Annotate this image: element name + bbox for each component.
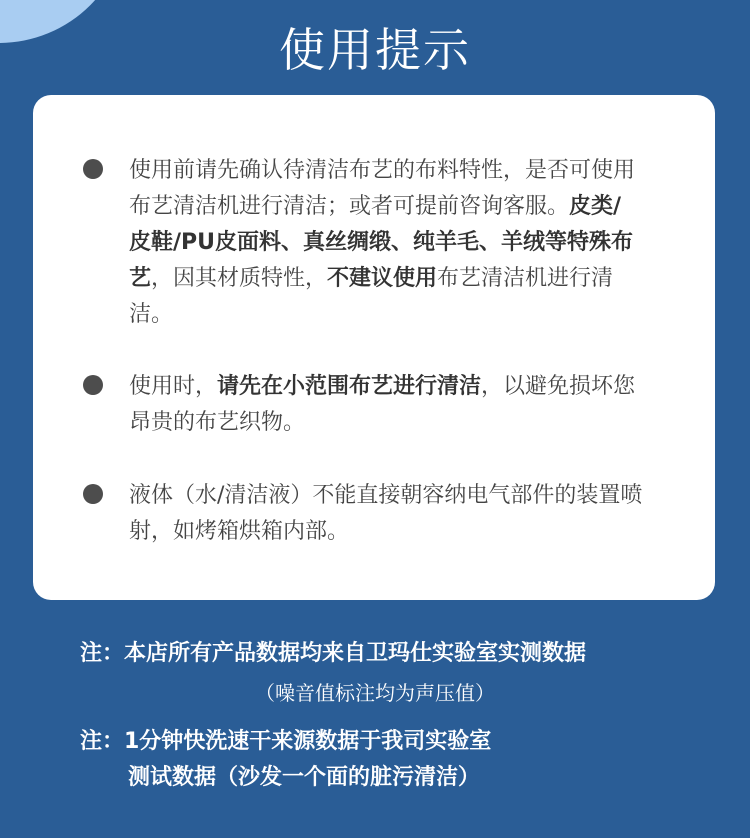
- tip-text-part: 液体（水/清洁液）不能直接朝容纳电气部件的装置喷射，如烤箱烘箱内部。: [129, 483, 643, 544]
- tip-text-bold: 皮类/皮鞋/PU皮面料、真丝绸缎、纯羊毛、羊绒等特殊布艺: [129, 194, 634, 291]
- tip-text-part: ，因其材质特性，: [151, 266, 328, 291]
- bullet-icon: [83, 375, 103, 395]
- tips-card: [33, 95, 715, 600]
- tip-text-part: 布艺清洁机进行清洁。: [129, 266, 614, 327]
- note-quick-wash-line1: 注：1分钟快洗速干来源数据于我司实验室: [80, 729, 492, 754]
- tip-text: [129, 369, 643, 441]
- tip-text-part: 使用前请先确认待清洁布艺的布料特性，是否可使用布艺清洁机进行清洁；或者可提前咨询客服。: [129, 158, 636, 219]
- tip-text: [129, 153, 643, 333]
- bullet-icon: [83, 484, 103, 504]
- tip-item-3: [83, 478, 643, 550]
- tip-item-1: [83, 153, 643, 333]
- bullet-icon: [83, 159, 103, 179]
- tip-item-2: [83, 369, 643, 441]
- page-title: 使用提示: [279, 23, 471, 77]
- note-noise-subtext: （噪音值标注均为声压值）: [255, 681, 495, 705]
- tip-text-bold: 请先在小范围布艺进行清洁: [217, 374, 482, 399]
- tip-text-part: ，以避免损坏您昂贵的布艺织物。: [129, 374, 636, 435]
- tip-text-part: 使用时，: [129, 374, 218, 399]
- note-quick-wash-line2: 测试数据（沙发一个面的脏污清洁）: [128, 765, 481, 790]
- tip-text-bold: 不建议使用: [327, 266, 438, 291]
- tip-text: [129, 478, 643, 550]
- note-lab-data: 注：本店所有产品数据均来自卫玛仕实验室实测数据: [80, 641, 587, 666]
